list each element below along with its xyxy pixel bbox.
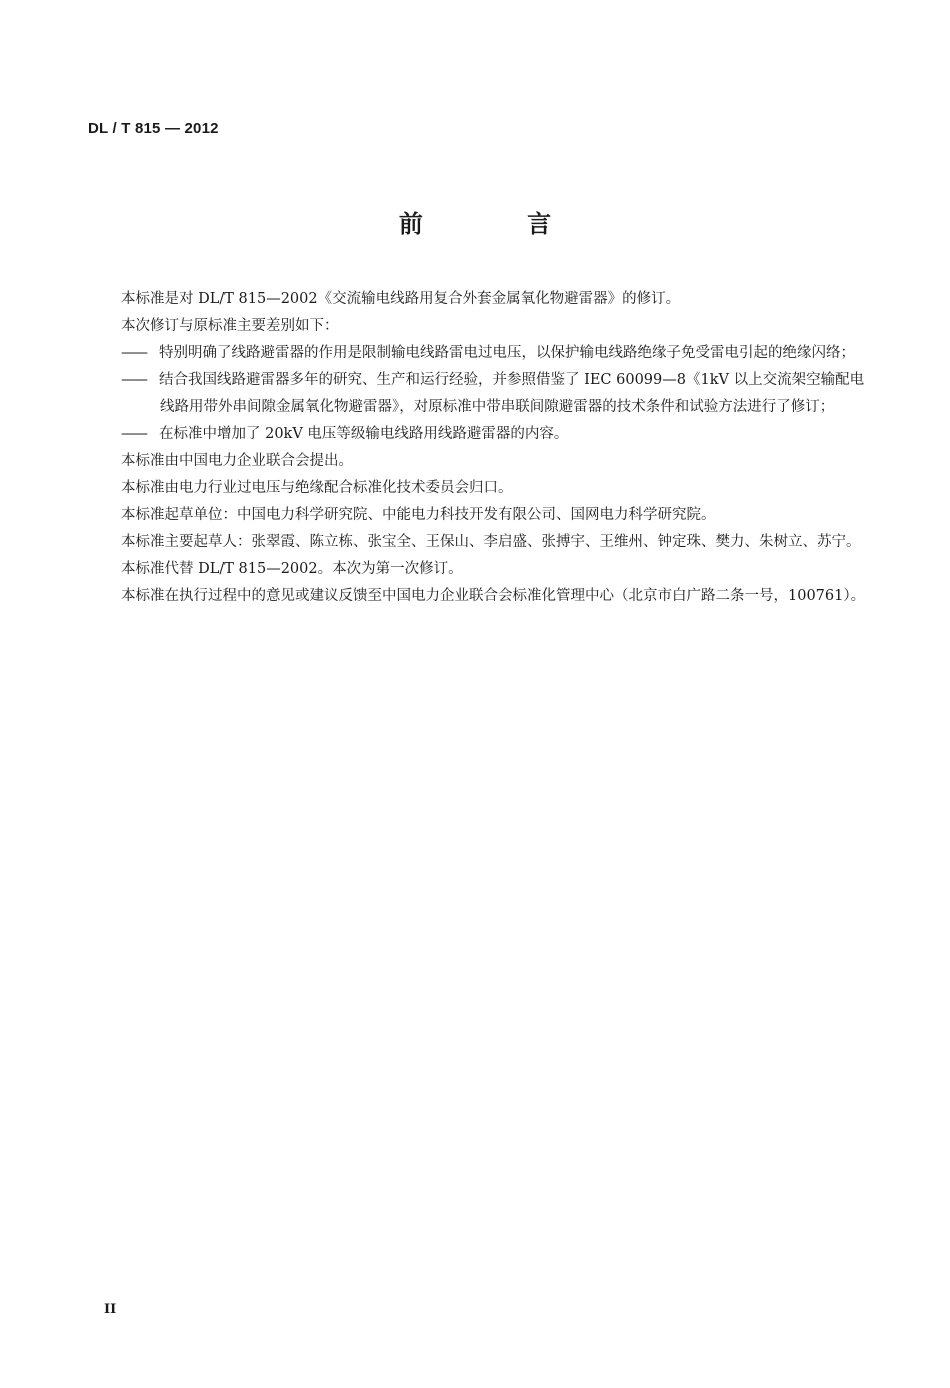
list-item-text: 在标准中增加了 20kV 电压等级输电线路用线路避雷器的内容。 <box>159 426 569 442</box>
dash-marker: —— <box>121 426 146 442</box>
page-title: 前 言 <box>398 209 600 238</box>
list-item-text: 特别明确了线路避雷器的作用是限制输电线路雷电过电压，以保护输电线路绝缘子免受雷电引起的绝缘闪络； <box>159 345 855 361</box>
list-item-gap-arrester <box>88 367 878 421</box>
paragraph-drafting-units: 本标准起草单位：中国电力科学研究院、中能电力科技开发有限公司、国网电力科学研究院。 <box>121 507 716 523</box>
paragraph-drafters: 本标准主要起草人：张翠霞、陈立栋、张宝全、王保山、李启盛、张搏宇、王维州、钟定珠、樊力、朱树立、苏宁。 <box>121 534 861 550</box>
dash-marker: —— <box>121 372 146 388</box>
list-item-text: 结合我国线路避雷器多年的研究、生产和运行经验，并参照借鉴了 IEC 60099—8《1kV 以上交流架空输配电线路用带外串间隙金属氧化物避雷器》，对原标准中带串联间隙避雷器的技术条件和试验方法进行了修订； <box>159 372 865 415</box>
paragraph-replaces: 本标准代替 DL/T 815—2002。本次为第一次修订。 <box>121 561 463 577</box>
paragraph-proposed-by: 本标准由中国电力企业联合会提出。 <box>121 453 353 469</box>
foreword-body <box>88 286 878 610</box>
dash-marker: —— <box>121 345 146 361</box>
page-number: II <box>104 1302 117 1317</box>
document-code: DL / T 815 — 2012 <box>88 120 219 137</box>
paragraph-main-differences: 本次修订与原标准主要差别如下： <box>121 318 339 334</box>
list-item-lightning-role <box>88 340 878 367</box>
paragraph-feedback: 本标准在执行过程中的意见或建议反馈至中国电力企业联合会标准化管理中心（北京市白广路二条一号，100761）。 <box>121 588 866 604</box>
list-item-20kv <box>88 421 878 448</box>
paragraph-revision-of: 本标准是对 DL/T 815—2002《交流输电线路用复合外套金属氧化物避雷器》的修订。 <box>121 291 681 307</box>
paragraph-centralized-by: 本标准由电力行业过电压与绝缘配合标准化技术委员会归口。 <box>121 480 513 496</box>
